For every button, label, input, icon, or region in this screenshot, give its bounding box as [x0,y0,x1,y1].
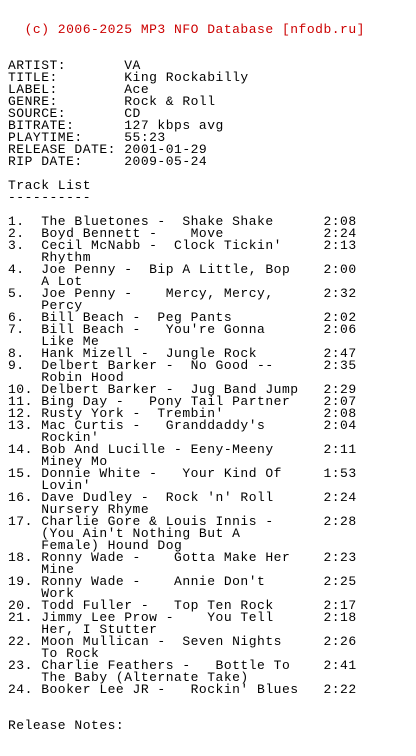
nfo-line: Track List [8,178,92,193]
nfo-line: PLAYTIME: 55:23 [8,130,166,145]
nfo-line: 8. Hank Mizell - Jungle Rock 2:47 [8,346,357,361]
nfo-line: TITLE: King Rockabilly [8,70,249,85]
nfo-line: 9. Delbert Barker - No Good -- 2:35 [8,358,357,373]
nfo-line: 7. Bill Beach - You're Gonna 2:06 [8,322,357,337]
nfo-line: The Baby (Alternate Take) [8,670,249,685]
nfo-line: Mine [8,562,75,577]
nfo-line [8,732,365,744]
nfo-line: GENRE: Rock & Roll [8,94,216,109]
nfo-line [8,696,365,708]
nfo-line: 21. Jimmy Lee Prow - You Tell 2:18 [8,610,357,625]
nfo-line: 14. Bob And Lucille - Eeny-Meeny 2:11 [8,442,357,457]
nfo-line: 18. Ronny Wade - Gotta Make Her 2:23 [8,550,357,565]
nfo-line: 2. Boyd Bennett - Move 2:24 [8,226,357,241]
nfo-line: ARTIST: VA [8,58,141,73]
nfo-line: 22. Moon Mullican - Seven Nights 2:26 [8,634,357,649]
nfo-line: Female) Hound Dog [8,538,183,553]
nfo-line: 6. Bill Beach - Peg Pants 2:02 [8,310,357,325]
nfo-line: Percy [8,298,83,313]
nfo-line: SOURCE: CD [8,106,141,121]
nfo-line: 1. The Bluetones - Shake Shake 2:08 [8,214,357,229]
nfo-lines [8,60,365,744]
nfo-line: Rhythm [8,250,92,265]
nfo-line: Release Notes: [8,718,125,733]
nfo-line: Lovin' [8,478,92,493]
nfo-line: A Lot [8,274,83,289]
nfo-line: Rockin' [8,430,100,445]
nfo-line: To Rock [8,646,100,661]
nfo-line: 11. Bing Day - Pony Tail Partner 2:07 [8,394,357,409]
nfo-line: Work [8,586,75,601]
nfo-line: ---------- [8,190,92,205]
nfo-line: 13. Mac Curtis - Granddaddy's 2:04 [8,418,357,433]
nfo-line: BITRATE: 127 kbps avg [8,118,224,133]
nfo-line: Like Me [8,334,100,349]
nfo-line: RIP DATE: 2009-05-24 [8,154,208,169]
nfo-line: Her, I Stutter [8,622,158,637]
nfo-line: 23. Charlie Feathers - Bottle To 2:41 [8,658,357,673]
nfo-line: LABEL: Ace [8,82,150,97]
nfo-line: 19. Ronny Wade - Annie Don't 2:25 [8,574,357,589]
nfo-line: 17. Charlie Gore & Louis Innis - 2:28 [8,514,357,529]
nfo-line: 12. Rusty York - Trembin' 2:08 [8,406,357,421]
nfo-line: 16. Dave Dudley - Rock 'n' Roll 2:24 [8,490,357,505]
nfo-line: 15. Donnie White - Your Kind Of 1:53 [8,466,357,481]
nfo-line: (You Ain't Nothing But A [8,526,241,541]
nfo-line: 24. Booker Lee JR - Rockin' Blues 2:22 [8,682,357,697]
nfo-line: 4. Joe Penny - Bip A Little, Bop 2:00 [8,262,357,277]
nfo-line: 10. Delbert Barker - Jug Band Jump 2:29 [8,382,357,397]
nfo-line: Miney Mo [8,454,108,469]
nfo-text-block [8,0,365,756]
nfo-line: Nursery Rhyme [8,502,150,517]
nfo-line: 3. Cecil McNabb - Clock Tickin' 2:13 [8,238,357,253]
nfo-line: Robin Hood [8,370,125,385]
nfo-line: 20. Todd Fuller - Top Ten Rock 2:17 [8,598,357,613]
copyright-banner: (c) 2006-2025 MP3 NFO Database [nfodb.ru] [8,22,365,37]
nfo-line: 5. Joe Penny - Mercy, Mercy, 2:32 [8,286,357,301]
nfo-line: RELEASE DATE: 2001-01-29 [8,142,208,157]
